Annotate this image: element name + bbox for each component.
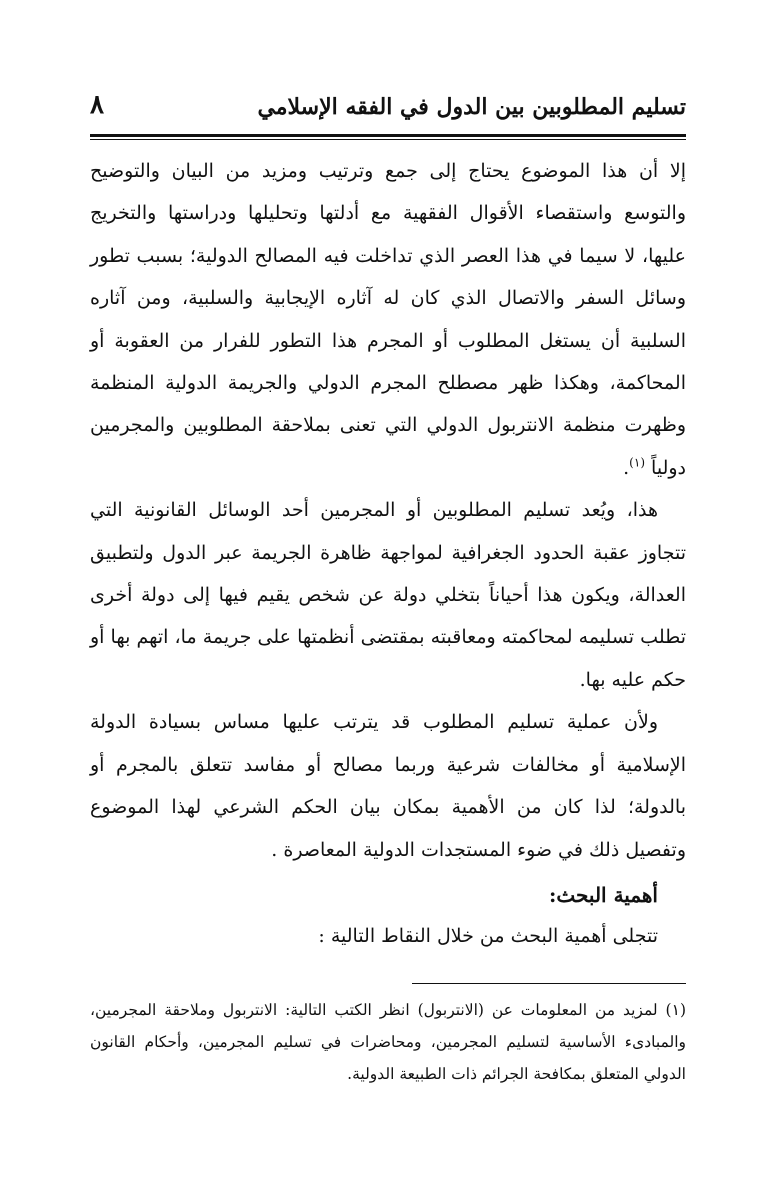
header-rule-thin xyxy=(90,139,686,140)
paragraph-1-text: إلا أن هذا الموضوع يحتاج إلى جمع وترتيب ومزيد من البيان والتوضيح والتوسع واستقصاء الأقوال الفقهية مع أدلتها وتحليلها ودراستها والتخريج عليها، لا سيما في هذا العصر الذي تداخلت فيه المصالح الدولية؛ بسبب تطور وسائل السفر والاتصال الذي كان له آثاره الإيجابية والسلبية، ومن آثاره السلبية أن يستغل المطلوب أو المجرم هذا التطور للفرار من العقوبة أو المحاكمة، وهكذا ظهر مصطلح المجرم الدولي والجريمة الدولية المنظمة وظهرت منظمة الانتربول الدولي التي تعنى بملاحقة المطلوبين والمجرمين دولياً xyxy=(90,160,686,479)
footnotes xyxy=(90,994,686,1090)
paragraph-3: ولأن عملية تسليم المطلوب قد يترتب عليها مساس بسيادة الدولة الإسلامية أو مخالفات شرعية وربما مصالح أو مفاسد تتعلق بالمجرم أو بالدولة؛ لذا كان من الأهمية بمكان بيان الحكم الشرعي لهذا الموضوع وتفصيل ذلك في ضوء المستجدات الدولية المعاصرة . xyxy=(90,711,686,861)
section-intro: تتجلى أهمية البحث من خلال النقاط التالية : xyxy=(318,924,658,947)
section-heading: أهمية البحث: xyxy=(548,882,658,907)
footnote-separator xyxy=(412,983,686,984)
paragraph-1 xyxy=(90,150,686,489)
running-header xyxy=(90,88,686,132)
paragraph-2: هذا، ويُعد تسليم المطلوبين أو المجرمين أحد الوسائل القانونية التي تتجاوز عقبة الحدود الجغرافية لمواجهة ظاهرة الجريمة عبر الدول ولتطبيق العدالة، ويكون هذا أحياناً بتخلي دولة عن شخص يقيم فيها إلى دولة أخرى تطلب تسليمه لمحاكمته ومعاقبته بمقتضى أنظمتها على جريمة ما، اتهم بها أو حكم عليه بها. xyxy=(90,499,686,691)
footnote-reference: (١) xyxy=(629,455,645,470)
footnote-1: (١) لمزيد من المعلومات عن (الانتربول) انظر الكتب التالية: الانتربول وملاحقة المجرمين، والمبادىء الأساسية لتسليم المجرمين، ومحاضرات في تسليم المجرمين، وأحكام القانون الدولي المتعلق بمكافحة الجرائم ذات الطبيعة الدولية. xyxy=(90,1000,686,1083)
header-rule-thick xyxy=(90,134,686,137)
header-title: تسليم المطلوبين بين الدول في الفقه الإسلامي xyxy=(257,94,686,120)
page-number: ٨ xyxy=(90,90,104,120)
body-text xyxy=(90,150,686,957)
book-page xyxy=(90,88,686,1090)
paragraph-1-tail: . xyxy=(623,456,630,479)
